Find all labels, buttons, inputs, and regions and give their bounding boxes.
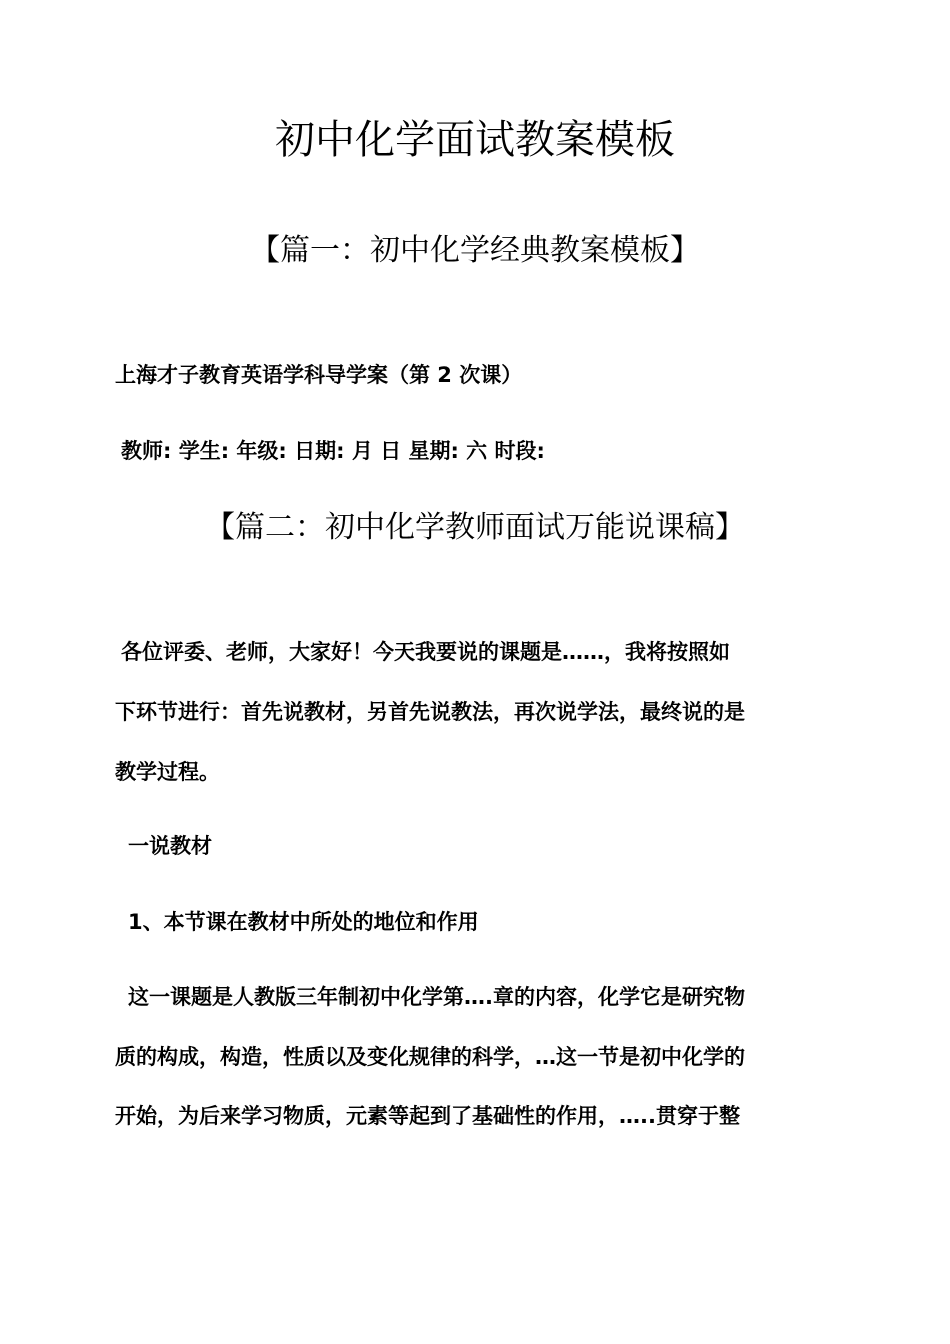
intro-line-2: 下环节进行：首先说教材，另首先说教法，再次说学法，最终说的是 bbox=[115, 700, 745, 724]
intro-line-3: 教学过程。 bbox=[115, 760, 220, 784]
section-1-heading: 【篇一：初中化学经典教案模板】 bbox=[250, 233, 700, 268]
body-line-3: 开始，为后来学习物质，元素等起到了基础性的作用，…..贯穿于整 bbox=[115, 1104, 740, 1128]
part-1-heading: 一说教材 bbox=[128, 834, 212, 858]
section-2-heading: 【篇二：初中化学教师面试万能说课稿】 bbox=[205, 510, 745, 545]
lesson-header: 上海才子教育英语学科导学案（第 2 次课） bbox=[115, 363, 523, 387]
body-line-2: 质的构成，构造，性质以及变化规律的科学，…这一节是初中化学的 bbox=[115, 1045, 745, 1069]
subsection-1-heading: 1、本节课在教材中所处的地位和作用 bbox=[128, 910, 479, 934]
body-line-1: 这一课题是人教版三年制初中化学第….章的内容，化学它是研究物 bbox=[128, 985, 745, 1009]
lesson-info-row: 教师: 学生: 年级: 日期: 月 日 星期: 六 时段: bbox=[121, 439, 545, 463]
intro-line-1: 各位评委、老师，大家好！今天我要说的课题是……，我将按照如 bbox=[121, 640, 730, 664]
document-title: 初中化学面试教案模板 bbox=[275, 117, 675, 163]
